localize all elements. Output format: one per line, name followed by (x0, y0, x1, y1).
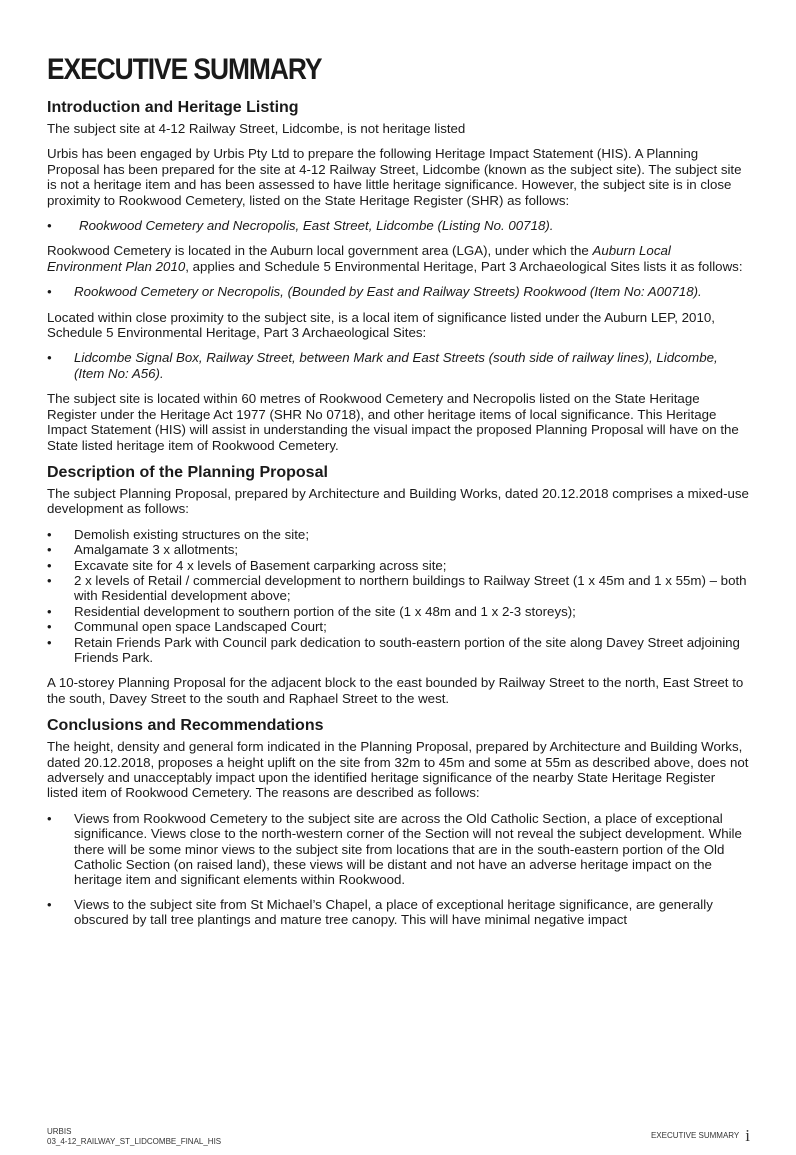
page-number: i (745, 1126, 750, 1145)
page-title: EXECUTIVE SUMMARY (47, 53, 322, 86)
list-item: • Amalgamate 3 x allotments; (47, 542, 749, 557)
text-run: Rookwood Cemetery is located in the Auburn local government area (LGA), under which the (47, 243, 593, 259)
listing-list (47, 218, 749, 233)
paragraph: The height, density and general form indicated in the Planning Proposal, prepared by Architecture and Building Works, dated 20.12.2018, proposes a height uplift on the site from 32m to 45m and some at 55m as described above, does not adversely and unacceptably impact upon the identified heritage significance of the nearby State Heritage Register listed item of Rookwood Cemetery. The reasons are described as follows: (47, 739, 749, 801)
list-item: • Residential development to southern portion of the site (1 x 48m and 1 x 2-3 storeys); (47, 604, 749, 619)
listing-list (47, 284, 749, 299)
paragraph: Located within close proximity to the subject site, is a local item of significance listed under the Auburn LEP, 2010, Schedule 5 Environmental Heritage, Part 3 Archaeological Sites: (47, 309, 715, 341)
list-item: • Communal open space Landscaped Court; (47, 619, 749, 634)
footer-doc-name: 03_4-12_RAILWAY_ST_LIDCOMBE_FINAL_HIS (47, 1137, 222, 1146)
section-heading: Introduction and Heritage Listing (47, 99, 299, 116)
list-item: • Excavate site for 4 x levels of Basement carparking across site; (47, 558, 749, 573)
listing-list (47, 350, 749, 381)
footer-document-info (47, 1127, 221, 1147)
reasons-list (47, 811, 749, 928)
lep-title: Auburn Local Environment Plan 2010 (47, 243, 671, 274)
section-introduction (47, 98, 749, 453)
list-item: • 2 x levels of Retail / commercial development to northern buildings to Railway Street (1 x 45m and 1 x 55m) – both with Residential development above; (47, 573, 749, 604)
footer-section: EXECUTIVE SUMMARY (650, 1131, 740, 1140)
list-item: • Retain Friends Park with Council park dedication to south-eastern portion of the site along Davey Street adjoining Friends Park. (47, 635, 749, 666)
list-item: • Rookwood Cemetery and Necropolis, East Street, Lidcombe (Listing No. 00718). (47, 218, 749, 233)
proposal-list (47, 527, 749, 666)
list-item: • Lidcombe Signal Box, Railway Street, between Mark and East Streets (south side of railway lines), Lidcombe, (Item No: A56). (47, 350, 749, 381)
paragraph (47, 243, 749, 274)
list-item: • Demolish existing structures on the site; (47, 527, 749, 542)
section-heading: Conclusions and Recommendations (47, 717, 324, 735)
section-heading: Description of the Planning Proposal (47, 463, 328, 481)
section-planning-proposal (47, 463, 749, 706)
paragraph: The subject site is located within 60 metres of Rookwood Cemetery and Necropolis listed on the State Heritage Register under the Heritage Act 1977 (SHR No 0718), and other heritage items of local significance. This Heritage Impact Statement (HIS) will assist in understanding the visual impact the proposed Planning Proposal will have on the State listed heritage item of Rookwood Cemetery. (47, 391, 739, 453)
paragraph: The subject Planning Proposal, prepared by Architecture and Building Works, dated 20.12.2018 comprises a mixed-use development as follows: (47, 485, 749, 517)
section-conclusions (47, 716, 749, 927)
list-item: • Views from Rookwood Cemetery to the subject site are across the Old Catholic Section, a place of exceptional significance. Views close to the north-western corner of the Section will not reveal the subject development. While there will be some minor views to the subject site from locations that are in the south-eastern portion of the Old Catholic Section (on raised land), these views will be distant and not have an adverse heritage impact on the heritage item and significant elements within Rookwood. (47, 811, 749, 888)
footer-page-info (651, 1127, 750, 1144)
text-run: , applies and Schedule 5 Environmental Heritage, Part 3 Archaeological Sites lists it as follows: (185, 258, 743, 274)
paragraph: Urbis has been engaged by Urbis Pty Ltd to prepare the following Heritage Impact Statement (HIS). A Planning Proposal has been prepared for the site at 4-12 Railway Street, Lidcombe (known as the subject site). The subject site is not a heritage item and has been assessed to have little heritage significance. However, the subject site is in close proximity to Rookwood Cemetery, listed on the State Heritage Register (SHR) as follows: (47, 146, 742, 208)
list-item: • Views to the subject site from St Michael’s Chapel, a place of exceptional heritage significance, are generally obscured by tall tree plantings and mature tree canopy. This will have minimal negative impact (47, 897, 749, 928)
footer-org: URBIS (47, 1127, 72, 1136)
paragraph: A 10-storey Planning Proposal for the adjacent block to the east bounded by Railway Street to the north, East Street to the south, Davey Street to the south and Raphael Street to the west. (47, 675, 744, 706)
document-page (47, 54, 749, 938)
paragraph: The subject site at 4-12 Railway Street, Lidcombe, is not heritage listed (47, 121, 466, 136)
list-item: • Rookwood Cemetery or Necropolis, (Bounded by East and Railway Streets) Rookwood (Item No: A00718). (47, 284, 749, 299)
